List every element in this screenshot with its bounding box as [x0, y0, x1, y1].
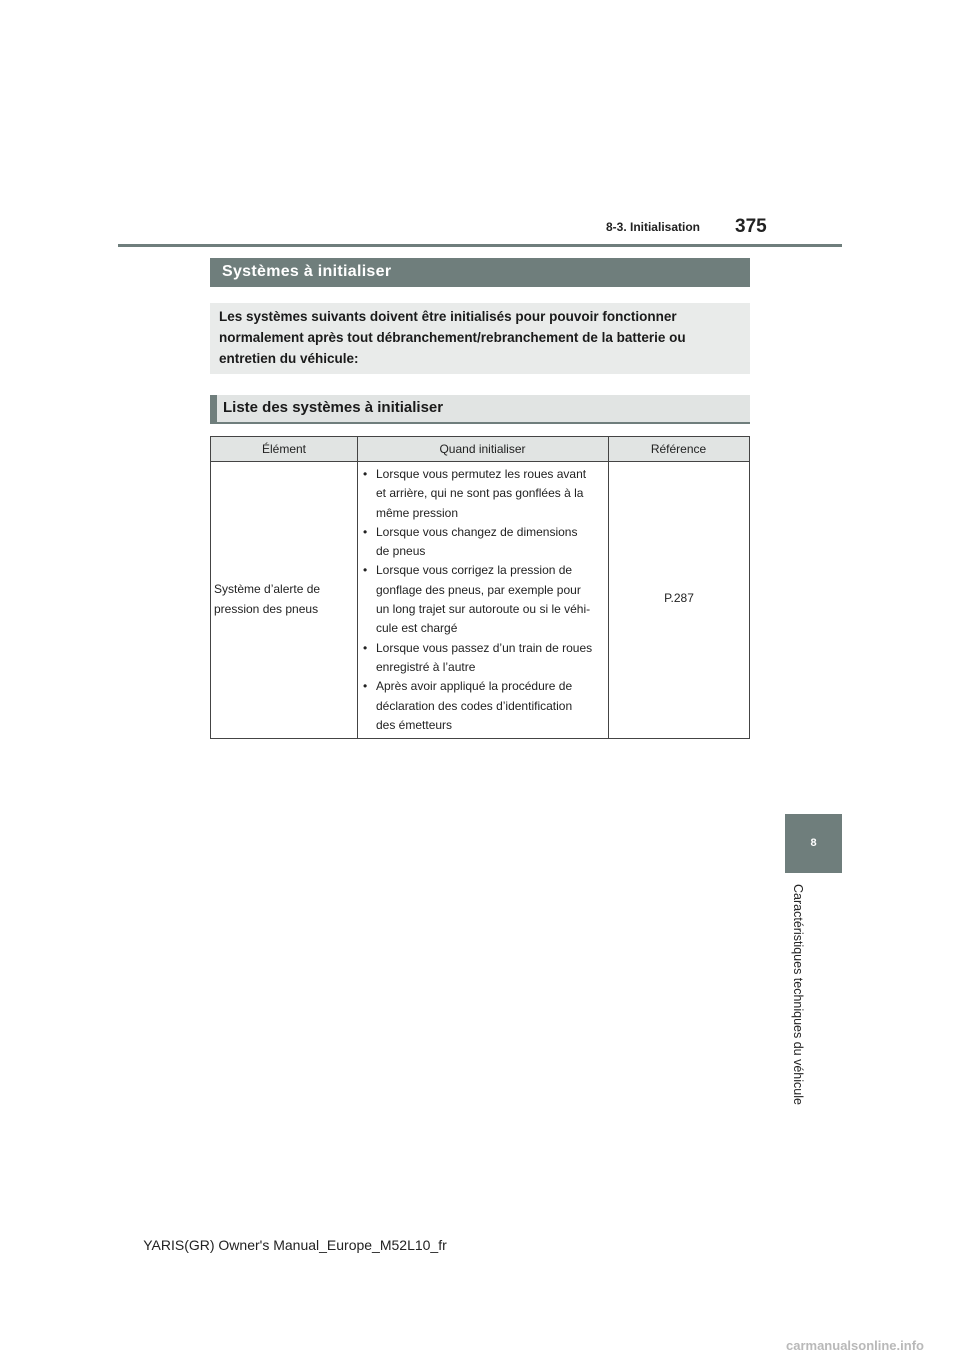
list-item-line: Lorsque vous permutez les roues avant: [376, 467, 587, 481]
list-item: [361, 639, 607, 678]
page-number: 375: [735, 216, 767, 237]
bullet: •: [363, 679, 368, 694]
list-item-line: de pneus: [376, 544, 426, 559]
table-column-divider: [608, 437, 609, 738]
list-item-line: Après avoir appliqué la procédure de: [376, 679, 573, 694]
header-rule: [118, 244, 842, 247]
list-item-line: même pression: [376, 505, 459, 520]
list-item-line: Lorsque vous passez d’un train de roues: [376, 640, 593, 655]
list-item-line: déclaration des codes d’identification: [376, 698, 573, 713]
list-item-line: enregistré à l’autre: [376, 659, 476, 674]
table-header-reference: Référence: [650, 442, 707, 456]
section-label: 8-3. Initialisation: [605, 220, 700, 234]
intro-line: normalement après tout débranchement/rebranchement de la batterie ou: [219, 330, 686, 345]
table-cell-element: [214, 580, 354, 619]
table-header-element: Élément: [261, 442, 307, 456]
bullet: •: [363, 563, 368, 578]
footer-manual-id: YARIS(GR) Owner's Manual_Europe_M52L10_fr: [143, 1237, 447, 1253]
table-column-divider: [357, 437, 358, 738]
bullet: •: [363, 640, 368, 655]
chapter-side-title: [787, 884, 807, 1124]
list-item-line: Lorsque vous changez de dimensions: [376, 524, 578, 539]
subheading: [210, 395, 750, 424]
list-item: [361, 465, 607, 523]
table-header-when: Quand initialiser: [439, 442, 526, 456]
list-item-line: et arrière, qui ne sont pas gonflées à la: [376, 486, 584, 501]
list-item-line: Lorsque vous corrigez la pression de: [376, 563, 573, 578]
list-item-line: cule est chargé: [376, 621, 458, 636]
chapter-title: Caractéristiques techniques du véhicule: [791, 884, 805, 1105]
section-banner-title: Systèmes à initialiser: [222, 263, 392, 280]
bullet: •: [363, 524, 368, 539]
chapter-tab: [785, 814, 842, 873]
subheading-title: Liste des systèmes à initialiser: [223, 399, 444, 416]
chapter-number: 8: [810, 837, 817, 849]
list-item-line: des émetteurs: [376, 717, 453, 732]
bullet: •: [363, 467, 368, 481]
intro-line: entretien du véhicule:: [219, 351, 359, 366]
list-item: [361, 523, 607, 562]
list-item-line: gonflage des pneus, par exemple pour: [376, 582, 581, 597]
intro-line: Les systèmes suivants doivent être initialisés pour pouvoir fonctionner: [219, 309, 677, 324]
watermark: carmanualsonline.info: [786, 1338, 924, 1353]
list-item: [361, 677, 607, 735]
table-cell-reference[interactable]: P.287: [664, 591, 694, 605]
list-item: [361, 561, 607, 638]
table-cell-when: [361, 465, 607, 735]
list-item-line: un long trajet sur autoroute ou si le véhi-: [376, 602, 591, 617]
subheading-bar: [210, 395, 217, 424]
element-line: Système d’alerte de: [214, 582, 321, 596]
section-banner: [210, 258, 750, 287]
table-header-row: [211, 437, 749, 462]
intro-box: [210, 303, 750, 374]
element-line: pression des pneus: [214, 601, 319, 616]
systems-table: [210, 436, 750, 739]
